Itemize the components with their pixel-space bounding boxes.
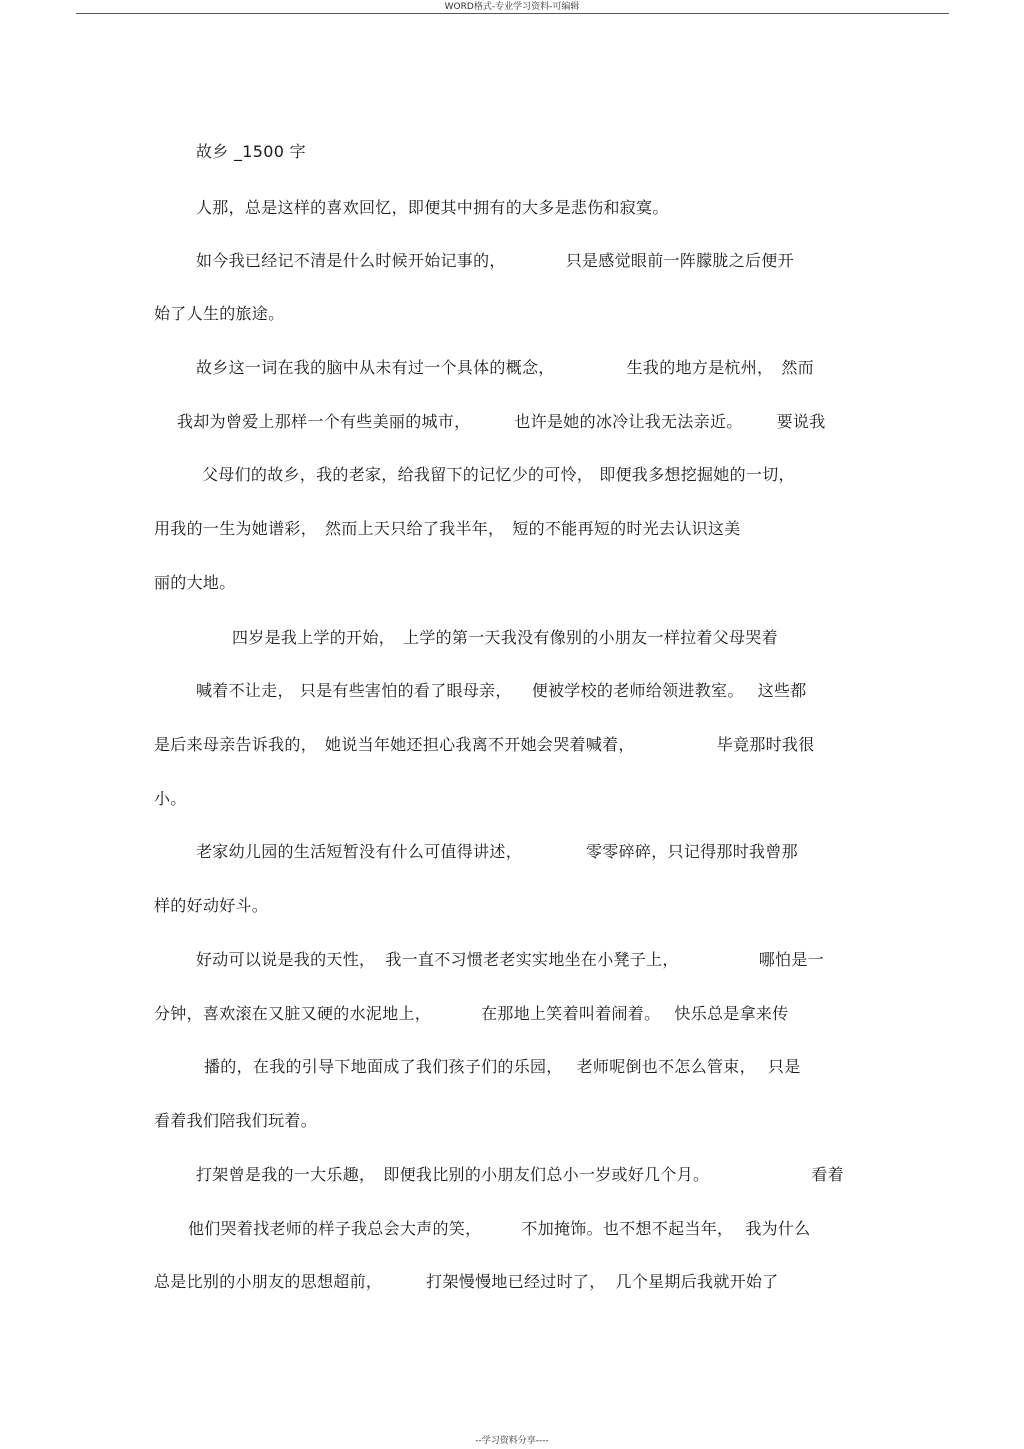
text-line-16 (154, 1003, 789, 1025)
text-segment: 打架慢慢地已经过时了， (426, 1272, 606, 1291)
text-segment: 分钟，喜欢滚在又脏又硬的水泥地上， (154, 1004, 432, 1023)
text-segment: 快乐总是拿来传 (674, 1004, 789, 1023)
text-segment: 上学的第一天我没有像别的小朋友一样拉着父母哭着 (403, 628, 778, 647)
text-segment: 然而上天只给了我半年， (325, 519, 505, 538)
header-divider (76, 13, 949, 14)
text-segment: 打架曾是我的一大乐趣， (196, 1165, 376, 1184)
text-line-10 (196, 680, 807, 702)
text-line-2 (196, 250, 794, 272)
text-segment: 我一直不习惯老老实实地坐在小凳子上， (385, 950, 679, 969)
text-line-1: 人那，总是这样的喜欢回忆，即便其中拥有的大多是悲伤和寂寞。 (196, 198, 669, 217)
text-segment: 不加掩饰。也不想不起当年， (521, 1219, 734, 1238)
text-segment: 零零碎碎，只记得那时我曾那 (586, 842, 798, 861)
text-segment: 四岁是我上学的开始， (232, 628, 396, 647)
text-segment: 这些都 (757, 681, 807, 700)
text-segment: 老家幼儿园的生活短暂没有什么可值得讲述， (196, 842, 523, 861)
text-line-9 (232, 627, 778, 649)
text-segment: 毕竟那时我很 (716, 735, 815, 754)
text-segment: 我为什么 (745, 1219, 811, 1238)
text-segment: 即便我比别的小朋友们总小一岁或好几个月。 (383, 1165, 710, 1184)
text-segment: 然而 (781, 358, 814, 377)
text-segment: 用我的一生为她谱彩， (154, 519, 318, 538)
text-segment: 故乡这一词在我的脑中从未有过一个具体的概念， (196, 358, 555, 377)
text-line-13 (196, 841, 798, 863)
text-line-8: 丽的大地。 (154, 573, 236, 592)
text-segment: 只是感觉眼前一阵朦胧之后便开 (565, 251, 794, 270)
text-line-17 (204, 1056, 801, 1078)
text-segment: 短的不能再短的时光去认识这美 (512, 519, 741, 538)
text-line-15 (196, 949, 824, 971)
text-segment: 只是 (767, 1057, 801, 1076)
text-segment: 如今我已经记不清是什么时候开始记事的， (196, 251, 506, 270)
text-segment: 哪怕是一 (758, 950, 824, 969)
text-segment: 即便我多想挖掘她的一切， (599, 465, 795, 484)
text-segment: 他们哭着找老师的样子我总会大声的笑， (188, 1219, 482, 1238)
text-line-14: 样的好动好斗。 (154, 896, 269, 915)
text-segment: 看着 (811, 1165, 844, 1184)
text-line-19 (196, 1164, 844, 1186)
text-segment: 在那地上笑着叫着闹着。 (481, 1004, 661, 1023)
text-segment: 便被学校的老师给领进教室。 (531, 681, 744, 700)
text-line-7 (154, 518, 741, 540)
text-segment: 我却为曾爱上那样一个有些美丽的城市， (177, 412, 471, 431)
text-line-5 (177, 411, 826, 433)
text-line-3: 始了人生的旅途。 (154, 304, 285, 323)
text-segment: 几个星期后我就开始了 (615, 1272, 779, 1291)
text-segment: 只是有些害怕的看了眼母亲， (299, 681, 512, 700)
text-segment: 总是比别的小朋友的思想超前， (154, 1272, 383, 1291)
text-line-12: 小。 (154, 789, 187, 808)
text-line-11 (154, 734, 815, 756)
text-segment: 要说我 (776, 412, 826, 431)
text-segment: 她说当年她还担心我离不开她会哭着喊着， (325, 735, 635, 754)
page-header: WORD格式-专业学习资料-可编辑 (444, 2, 580, 12)
document-title: 故乡 _1500 字 (196, 142, 306, 161)
text-line-21 (154, 1271, 779, 1293)
text-segment: 老师呢倒也不怎么管束， (576, 1057, 756, 1076)
text-segment: 好动可以说是我的天性， (196, 950, 376, 969)
text-line-18: 看着我们陪我们玩着。 (154, 1111, 318, 1130)
page-footer: --学习资料分享---- (475, 1436, 549, 1446)
text-line-6 (202, 464, 795, 486)
text-line-4 (196, 357, 814, 379)
text-line-20 (188, 1218, 811, 1240)
text-segment: 是后来母亲告诉我的， (154, 735, 318, 754)
text-segment: 也许是她的冰冷让我无法亲近。 (514, 412, 743, 431)
text-segment: 播的，在我的引导下地面成了我们孩子们的乐园， (204, 1057, 563, 1076)
text-segment: 生我的地方是杭州， (626, 358, 774, 377)
text-segment: 喊着不让走， (196, 681, 294, 700)
text-segment: 父母们的故乡，我的老家，给我留下的记忆少的可怜， (202, 465, 594, 484)
